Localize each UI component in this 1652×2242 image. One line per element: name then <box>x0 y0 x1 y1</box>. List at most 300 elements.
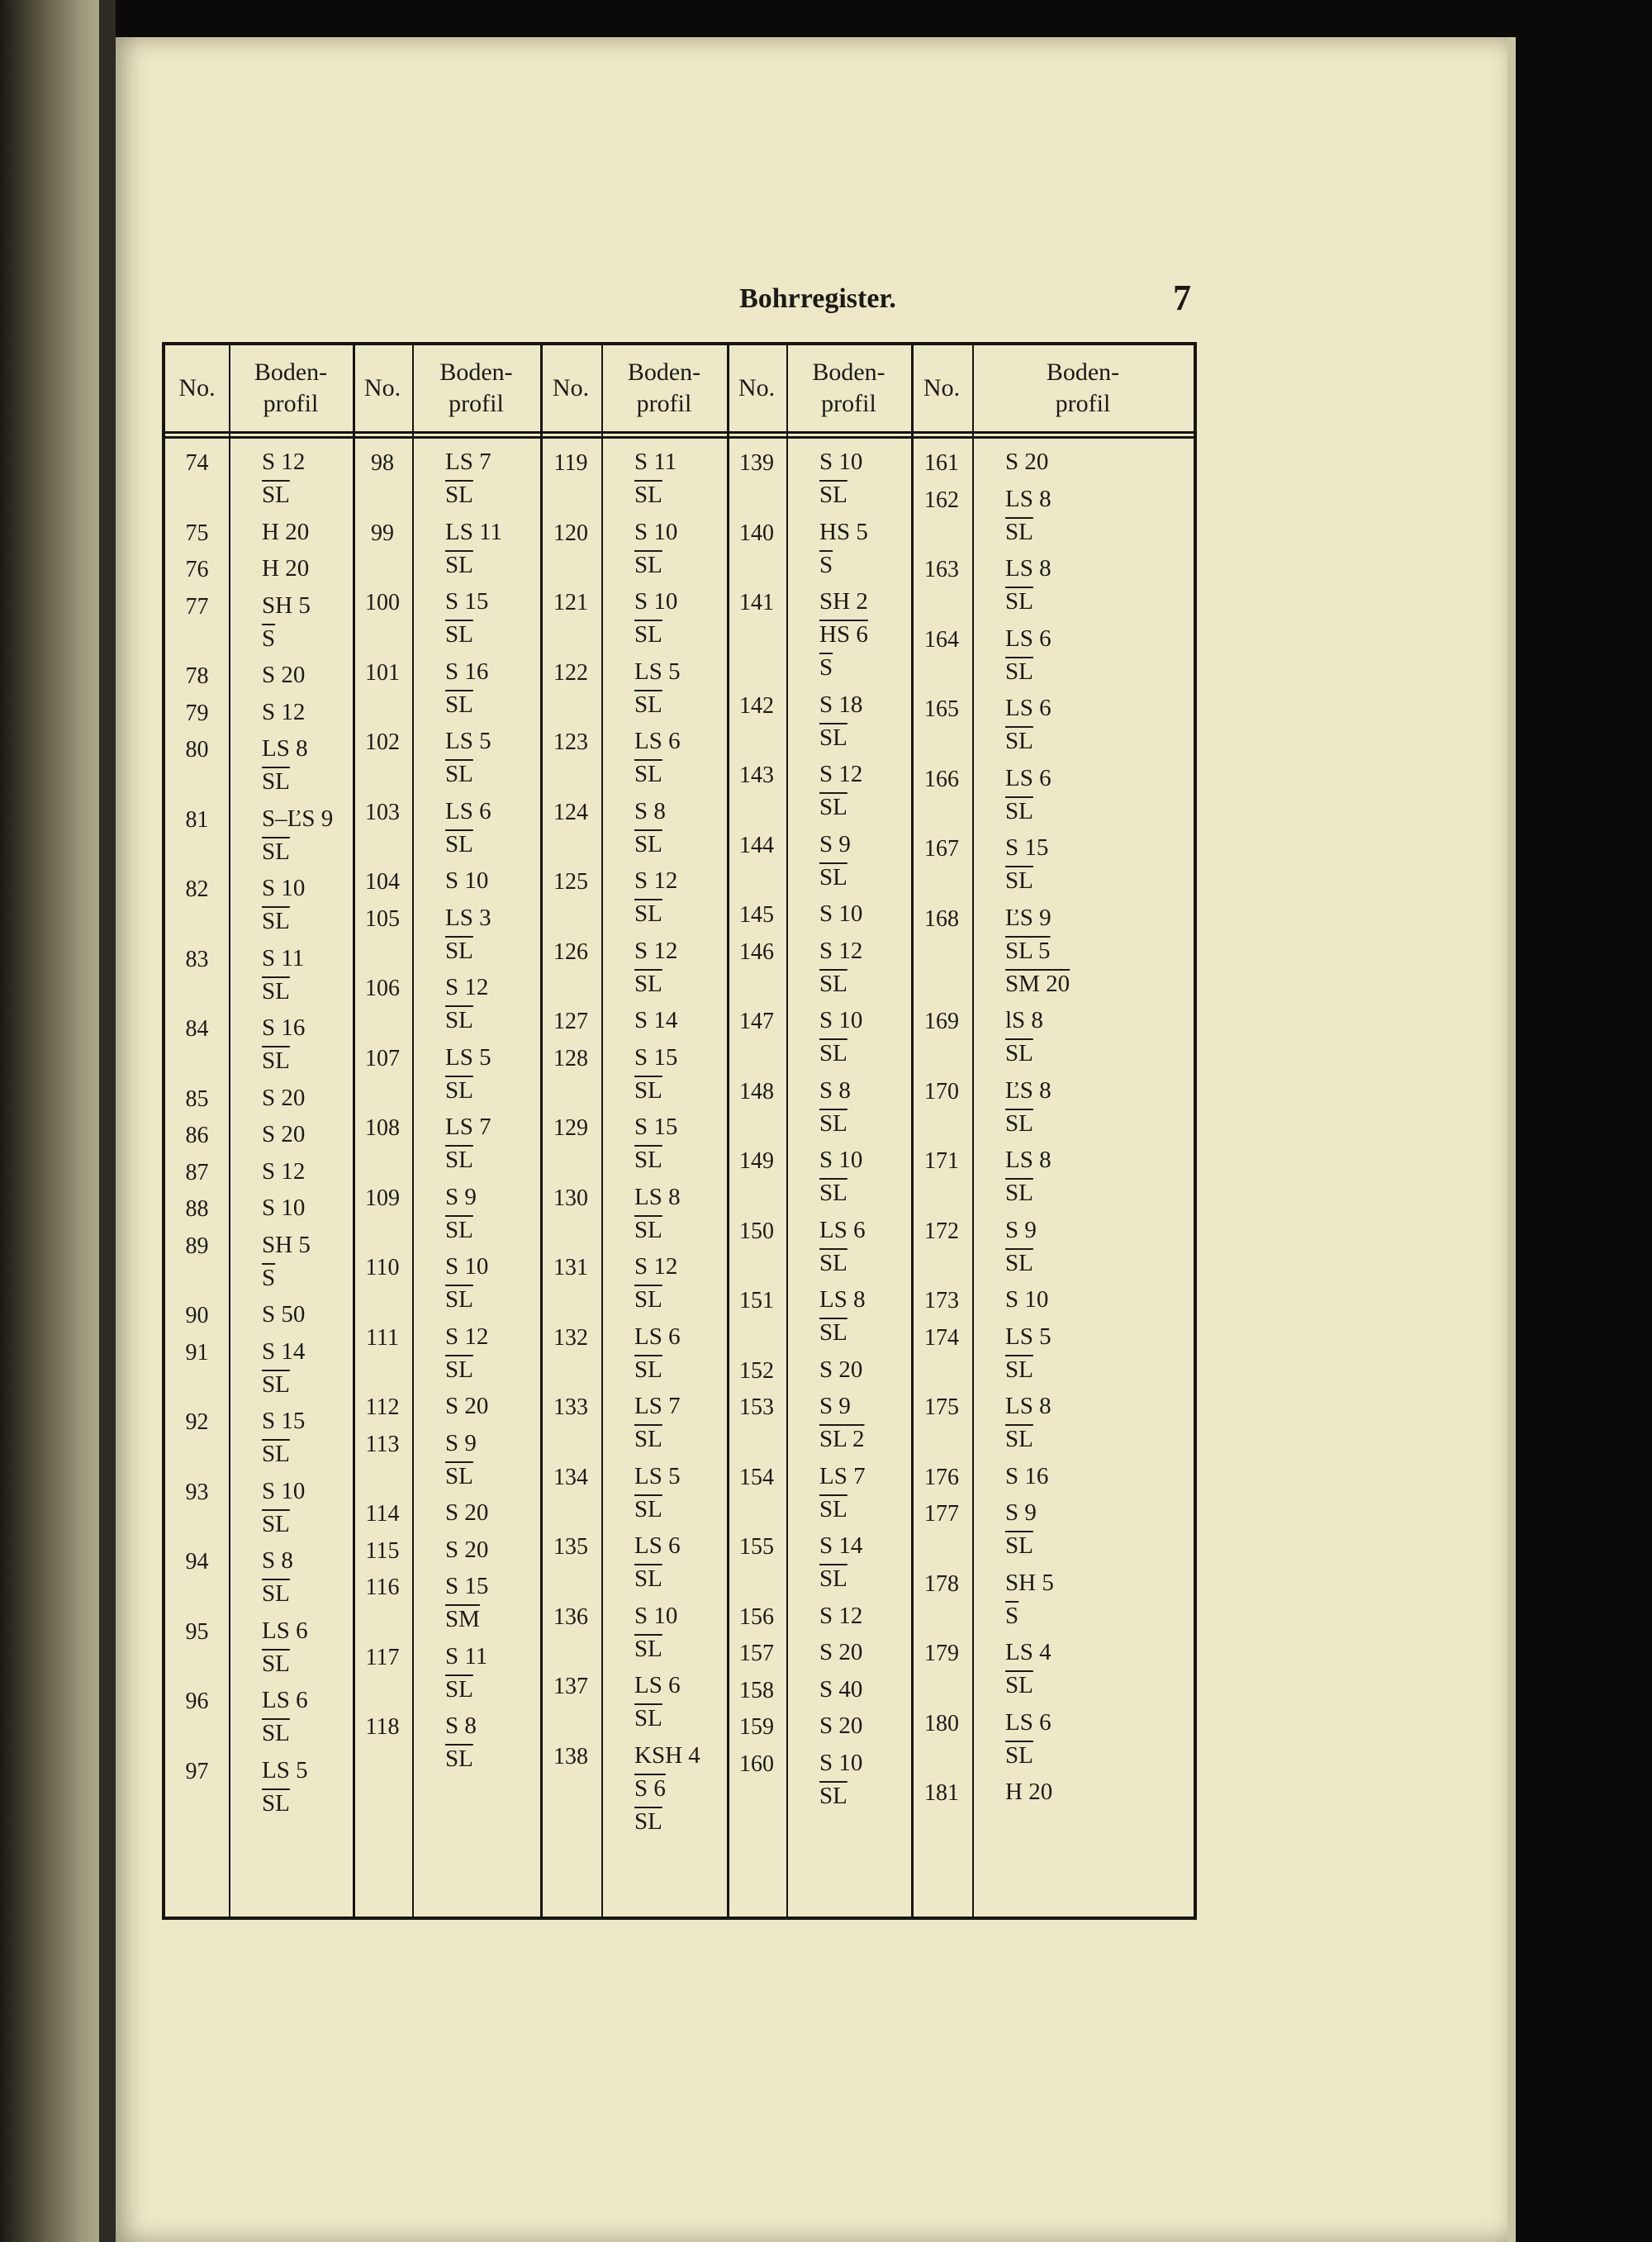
soil-profile-line: $\overline{SL}$ <box>819 1180 847 1206</box>
row-number: 83 <box>185 946 209 972</box>
row-number: 135 <box>553 1534 588 1560</box>
soil-profile-line: $\overline{SL}$ <box>445 1286 473 1313</box>
row-number: 84 <box>185 1016 209 1042</box>
soil-profile-line: $\overline{SL}$ <box>445 1356 473 1383</box>
row-number: 148 <box>739 1078 774 1104</box>
soil-profile-line: S 11 <box>634 449 677 475</box>
soil-profile-line: $\overline{SL}$ <box>262 977 290 1005</box>
soil-profile-line: S 10 <box>262 1195 306 1221</box>
row-number: 74 <box>185 450 209 476</box>
soil-profile-line: S 20 <box>819 1356 863 1383</box>
row-number: 110 <box>365 1255 400 1280</box>
soil-profile-line: $\overline{SL}$ <box>262 838 290 865</box>
soil-profile-line: S 10 <box>819 449 863 475</box>
soil-profile-line: S 20 <box>819 1712 863 1739</box>
soil-profile-line: LS 6 <box>1005 695 1051 721</box>
soil-profile-line: S 10 <box>262 875 306 901</box>
row-number: 101 <box>365 659 400 686</box>
header-bodenprofil: Boden- profil <box>1046 359 1120 417</box>
soil-profile-line: KSH 4 <box>634 1741 700 1769</box>
row-number: 165 <box>924 696 959 722</box>
row-number: 138 <box>553 1743 588 1769</box>
soil-profile-line: $\overline{SL}$ <box>634 1076 662 1104</box>
row-number: 173 <box>924 1288 959 1313</box>
header-no: No. <box>923 374 961 401</box>
row-number: 90 <box>185 1303 209 1328</box>
soil-profile-line: $\overline{SL}$ <box>262 482 290 508</box>
number-divider <box>412 345 414 1917</box>
row-number: 94 <box>185 1549 209 1575</box>
header-no: No. <box>738 374 776 401</box>
soil-profile-line: $\overline{SL}$ <box>1005 1040 1033 1066</box>
soil-profile-line: S 10 <box>445 1253 489 1280</box>
soil-profile-line: ĽS 8 <box>1005 1076 1051 1104</box>
row-number: 176 <box>924 1464 959 1490</box>
row-number: 95 <box>185 1618 209 1645</box>
soil-profile-line: S 10 <box>819 1007 863 1033</box>
soil-profile-line: SH 2 <box>819 588 868 615</box>
soil-profile-line: $\overline{SL}$ <box>1005 867 1033 894</box>
row-number: 139 <box>739 450 774 476</box>
soil-profile-line: $\overline{SL}$ <box>1005 658 1033 685</box>
row-number: 161 <box>924 450 959 476</box>
soil-profile-line: $\overline{SL}$ <box>445 482 473 508</box>
soil-profile-line: ĽS 9 <box>1005 904 1051 931</box>
soil-profile-line: S 10 <box>819 900 863 927</box>
soil-profile-line: $\overline{SL}$ <box>445 830 473 857</box>
row-number: 167 <box>924 836 959 862</box>
header-no: No. <box>363 374 401 401</box>
header-bodenprofil: Boden- profil <box>439 359 513 417</box>
row-number: 153 <box>739 1394 774 1420</box>
soil-profile-line: S 8 <box>819 1076 851 1104</box>
number-divider <box>601 345 603 1917</box>
row-number: 144 <box>739 832 774 858</box>
soil-profile-line: S 10 <box>445 867 489 894</box>
row-number: 123 <box>553 729 588 755</box>
row-number: 136 <box>553 1603 588 1630</box>
soil-profile-line: S 20 <box>445 1499 489 1526</box>
row-number: 149 <box>739 1148 774 1174</box>
soil-profile-line: S 20 <box>262 1084 306 1111</box>
soil-profile-line: S 14 <box>819 1532 863 1559</box>
soil-profile-line: $\overline{S}$ <box>262 1264 276 1291</box>
soil-profile-line: LS 8 <box>1005 1147 1051 1173</box>
soil-profile-line: $\overline{SL}$ <box>634 830 662 857</box>
soil-profile-line: $\overline{SL}$ <box>445 1675 473 1703</box>
soil-profile-line: S 15 <box>445 588 489 615</box>
row-number: 89 <box>185 1233 209 1259</box>
soil-profile-line: LS 6 <box>1005 1708 1051 1736</box>
soil-profile-line: $\overline{SL}$ <box>445 621 473 648</box>
soil-profile-line: LS 5 <box>262 1756 308 1784</box>
row-number: 168 <box>924 905 959 932</box>
soil-profile-line: S–ĽS 9 <box>262 805 334 832</box>
soil-profile-line: $\overline{SL}$ <box>445 691 473 718</box>
soil-profile-line: S 20 <box>1005 449 1049 475</box>
soil-profile-line: $\overline{SL}$ <box>1005 1109 1033 1137</box>
soil-profile-line: $\overline{SL}$ <box>634 1356 662 1383</box>
row-number: 104 <box>365 869 400 895</box>
row-number: 159 <box>739 1714 774 1740</box>
soil-profile-line: S 11 <box>445 1642 488 1670</box>
soil-profile-line: H 20 <box>262 555 310 582</box>
header-no: No. <box>178 374 216 401</box>
soil-profile-line: $\overline{SL}$ <box>445 551 473 578</box>
soil-profile-line: $\overline{SL}$ <box>1005 1249 1033 1276</box>
row-number: 91 <box>185 1339 209 1366</box>
soil-profile-line: $\overline{SL}$ <box>634 1216 662 1243</box>
row-number: 160 <box>739 1750 774 1777</box>
soil-profile-line: S 6 <box>634 1774 666 1802</box>
soil-profile-line: $\overline{SL}$ <box>262 908 290 934</box>
row-number: 127 <box>553 1009 588 1034</box>
soil-profile-line: $\overline{SL}$ <box>634 1807 662 1835</box>
soil-profile-line: $\overline{SL}$ <box>634 1147 662 1173</box>
soil-profile-line: LS 7 <box>634 1393 681 1419</box>
row-number: 78 <box>185 663 209 689</box>
soil-profile-line: LS 7 <box>445 1114 491 1140</box>
soil-profile-line: $\overline{SL}$ <box>1005 1672 1033 1698</box>
row-number: 99 <box>371 520 394 546</box>
soil-profile-line: $\overline{SL}$ <box>1005 728 1033 754</box>
row-number: 152 <box>739 1357 774 1384</box>
soil-profile-line: HS 6 <box>819 621 868 648</box>
page-header <box>116 277 1507 326</box>
soil-profile-line: S 10 <box>819 1147 863 1173</box>
soil-profile-line: $\overline{SL}$ <box>262 1370 290 1398</box>
header-bodenprofil: Boden- profil <box>254 359 328 417</box>
row-number: 77 <box>185 593 209 620</box>
soil-profile-line: $\overline{SL}$ <box>1005 1532 1033 1559</box>
soil-profile-line: $\overline{SL}$ <box>262 1441 290 1467</box>
soil-profile-line: S 12 <box>819 1602 863 1629</box>
number-divider <box>786 345 788 1917</box>
soil-profile-line: $\overline{SL}$ <box>445 1007 473 1033</box>
soil-profile-line: $\overline{SL}$ <box>262 1720 290 1746</box>
soil-profile-line: S 12 <box>262 1157 306 1185</box>
row-number: 156 <box>739 1603 774 1630</box>
soil-profile-line: $\overline{SL}$ <box>819 1782 847 1809</box>
soil-profile-line: LS 11 <box>445 518 503 545</box>
soil-profile-line: lS 8 <box>1005 1007 1043 1033</box>
row-number: 80 <box>185 737 209 762</box>
soil-profile-line: $\overline{SL}$ <box>445 937 473 964</box>
row-number: 126 <box>553 938 588 965</box>
soil-profile-line: $\overline{SL}$ <box>634 551 662 578</box>
soil-profile-line: S 15 <box>445 1573 489 1599</box>
soil-profile-line: $\overline{S}$ <box>262 625 276 652</box>
row-number: 143 <box>739 762 774 788</box>
soil-profile-line: $\overline{SL}$ <box>634 761 662 787</box>
soil-profile-line: S 20 <box>445 1393 489 1419</box>
row-number: 106 <box>365 976 400 1001</box>
soil-profile-line: S 10 <box>262 1477 306 1504</box>
soil-profile-line: $\overline{SL}$ <box>1005 518 1033 545</box>
row-number: 98 <box>371 450 394 476</box>
bohrregister-table <box>162 342 1197 1920</box>
soil-profile-line: $\overline{S}$ <box>819 551 833 578</box>
soil-profile-line: LS 6 <box>634 1532 681 1559</box>
header-h-rule-2 <box>165 436 1194 439</box>
soil-profile-line: LS 8 <box>1005 485 1051 512</box>
soil-profile-line: S 40 <box>819 1675 863 1703</box>
row-number: 96 <box>185 1689 209 1714</box>
soil-profile-line: $\overline{SL}$ <box>445 1216 473 1243</box>
number-divider <box>229 345 230 1917</box>
soil-profile-line: S 14 <box>634 1007 678 1033</box>
row-number: 112 <box>365 1394 400 1420</box>
soil-profile-line: SH 5 <box>262 591 311 619</box>
soil-profile-line: S 15 <box>1005 834 1049 861</box>
soil-profile-line: S 12 <box>819 937 863 964</box>
row-number: 111 <box>366 1324 399 1351</box>
soil-profile-line: LS 6 <box>1005 625 1051 652</box>
soil-profile-line: $\overline{SL}$ <box>819 1565 847 1592</box>
soil-profile-line: S 8 <box>262 1547 293 1574</box>
row-number: 118 <box>365 1714 400 1740</box>
soil-profile-line: S 20 <box>445 1536 489 1563</box>
soil-profile-line: SL 5 <box>1005 937 1051 964</box>
soil-profile-line: H 20 <box>1005 1779 1053 1805</box>
soil-profile-line: $\overline{SL}$ <box>819 794 847 820</box>
soil-profile-line: $\overline{SL}$ <box>819 1319 847 1346</box>
row-number: 132 <box>553 1324 588 1351</box>
soil-profile-line: $\overline{S}$ <box>1005 1602 1019 1629</box>
row-number: 120 <box>553 520 588 546</box>
row-number: 81 <box>185 806 209 833</box>
soil-profile-line: LS 3 <box>445 904 491 931</box>
soil-profile-line: $\overline{SL}$ <box>634 1705 662 1731</box>
soil-profile-line: $\overline{SL}$ <box>262 1650 290 1677</box>
soil-profile-line: $\overline{SL}$ <box>445 761 473 787</box>
soil-profile-line: S 16 <box>1005 1462 1049 1489</box>
soil-profile-line: $\overline{SL}$ <box>262 768 290 795</box>
soil-profile-line: S 15 <box>634 1043 678 1071</box>
soil-profile-line: LS 5 <box>445 728 491 754</box>
row-number: 124 <box>553 799 588 825</box>
row-number: 141 <box>739 590 774 615</box>
row-number: 180 <box>924 1710 959 1736</box>
row-number: 154 <box>739 1464 774 1490</box>
soil-profile-line: $\overline{SL}$ <box>819 1495 847 1522</box>
soil-profile-line: $\overline{SL}$ <box>819 1040 847 1066</box>
soil-profile-line: S 11 <box>262 944 305 971</box>
soil-profile-line: S 9 <box>445 1183 477 1210</box>
soil-profile-line: HS 5 <box>819 518 868 545</box>
row-number: 175 <box>924 1394 959 1420</box>
soil-profile-line: S 18 <box>819 691 863 718</box>
soil-profile-line: $\overline{SL}$ <box>1005 1356 1033 1383</box>
row-number: 85 <box>185 1085 209 1112</box>
soil-profile-line: S 20 <box>262 662 306 688</box>
soil-profile-line: S 9 <box>1005 1216 1037 1243</box>
soil-profile-line: S 10 <box>819 1749 863 1776</box>
soil-profile-line: $\overline{SL}$ <box>445 1746 473 1772</box>
soil-profile-line: LS 7 <box>819 1462 866 1489</box>
soil-profile-line: S 20 <box>819 1639 863 1665</box>
row-number: 147 <box>739 1009 774 1034</box>
soil-profile-line: S 12 <box>262 449 306 475</box>
soil-profile-line: LS 6 <box>262 1617 308 1644</box>
soil-profile-line: $\overline{SL}$ <box>634 482 662 508</box>
row-number: 181 <box>924 1780 959 1806</box>
row-number: 151 <box>739 1288 774 1313</box>
page-edge <box>1507 37 1516 2242</box>
soil-profile-line: $\overline{SL}$ <box>634 1286 662 1313</box>
soil-profile-line: $\overline{SL}$ <box>1005 588 1033 615</box>
soil-profile-line: $\overline{SL}$ <box>445 1076 473 1104</box>
soil-profile-line: $\overline{SL}$ <box>819 1109 847 1137</box>
row-number: 164 <box>924 626 959 653</box>
row-number: 105 <box>365 905 400 932</box>
soil-profile-line: S 15 <box>634 1114 678 1140</box>
soil-profile-line: S 50 <box>262 1301 306 1328</box>
row-number: 92 <box>185 1409 209 1435</box>
row-number: 108 <box>365 1115 400 1141</box>
header-no: No. <box>552 374 590 401</box>
soil-profile-line: S 10 <box>1005 1286 1049 1313</box>
soil-profile-line: LS 4 <box>1005 1639 1051 1665</box>
soil-profile-line: $\overline{SM}$ <box>445 1606 480 1632</box>
soil-profile-line: S 16 <box>262 1014 306 1041</box>
row-number: 121 <box>553 590 588 615</box>
row-number: 171 <box>924 1148 959 1174</box>
row-number: 122 <box>553 659 588 686</box>
row-number: 133 <box>553 1394 588 1420</box>
soil-profile-line: LS 5 <box>1005 1323 1051 1350</box>
row-number: 145 <box>739 902 774 928</box>
row-number: 109 <box>365 1185 400 1211</box>
row-number: 140 <box>739 520 774 546</box>
soil-profile-line: LS 5 <box>634 658 681 685</box>
soil-profile-line: $\overline{SL}$ <box>445 1147 473 1173</box>
row-number: 162 <box>924 487 959 513</box>
soil-profile-line: S 12 <box>445 1323 489 1350</box>
row-number: 146 <box>739 938 774 965</box>
soil-profile-line: LS 8 <box>1005 555 1051 582</box>
soil-profile-line: H 20 <box>262 518 310 545</box>
row-number: 178 <box>924 1570 959 1597</box>
soil-profile-line: S 10 <box>634 588 678 615</box>
soil-profile-line: S 10 <box>634 1602 678 1629</box>
row-number: 131 <box>553 1255 588 1280</box>
soil-profile-line: $\overline{SL}$ <box>262 1580 290 1607</box>
row-number: 158 <box>739 1677 774 1703</box>
soil-profile-line: S 12 <box>634 1253 678 1280</box>
soil-profile-line: LS 8 <box>1005 1393 1051 1419</box>
row-number: 150 <box>739 1218 774 1244</box>
soil-profile-line: S 20 <box>262 1121 306 1147</box>
row-number: 170 <box>924 1078 959 1104</box>
soil-profile-line: S 12 <box>262 698 306 725</box>
row-number: 129 <box>553 1115 588 1141</box>
soil-profile-line: LS 8 <box>819 1286 866 1313</box>
row-number: 76 <box>185 557 209 582</box>
soil-profile-line: S 10 <box>634 518 678 545</box>
soil-profile-line: $\overline{SL}$ <box>1005 1180 1033 1206</box>
row-number: 166 <box>924 766 959 792</box>
row-number: 142 <box>739 692 774 719</box>
row-number: 177 <box>924 1501 959 1527</box>
row-number: 163 <box>924 557 959 582</box>
soil-profile-line: $\overline{SL}$ <box>819 482 847 508</box>
soil-profile-line: $\overline{SL}$ <box>634 970 662 997</box>
soil-profile-line: LS 8 <box>262 735 308 762</box>
soil-profile-line: $\overline{SL}$ <box>262 1510 290 1537</box>
soil-profile-line: $\overline{SL}$ <box>819 970 847 997</box>
soil-profile-line: $\overline{SL}$ <box>634 691 662 718</box>
soil-profile-line: LS 6 <box>445 797 491 824</box>
row-number: 115 <box>365 1537 400 1564</box>
soil-profile-line: $\overline{S}$ <box>819 654 833 681</box>
row-number: 172 <box>924 1218 959 1244</box>
row-number: 87 <box>185 1159 209 1185</box>
soil-profile-line: $\overline{SL}$ <box>262 1789 290 1817</box>
page-title: Bohrregister. <box>739 283 896 314</box>
soil-profile-line: $\overline{SL}$ <box>819 863 847 891</box>
soil-profile-line: SH 5 <box>262 1231 311 1258</box>
row-number: 114 <box>365 1501 400 1527</box>
row-number: 119 <box>553 450 588 476</box>
row-number: 128 <box>553 1045 588 1071</box>
soil-profile-line: LS 5 <box>634 1462 681 1489</box>
soil-profile-line: SM 20 <box>1005 970 1070 997</box>
row-number: 169 <box>924 1009 959 1034</box>
row-number: 93 <box>185 1479 209 1505</box>
soil-profile-line: LS 6 <box>1005 764 1051 791</box>
row-number: 79 <box>185 700 209 726</box>
soil-profile-line: SH 5 <box>1005 1569 1054 1596</box>
row-number: 134 <box>553 1464 588 1490</box>
soil-profile-line: S 12 <box>445 974 489 1000</box>
soil-profile-line: S 15 <box>262 1408 306 1434</box>
row-number: 82 <box>185 876 209 902</box>
page-number: 7 <box>1173 278 1191 318</box>
header-bodenprofil: Boden- profil <box>627 359 701 417</box>
soil-profile-line: LS 6 <box>819 1216 866 1243</box>
soil-profile-line: S 8 <box>445 1712 477 1739</box>
number-divider <box>972 345 974 1917</box>
row-number: 125 <box>553 869 588 895</box>
row-number: 179 <box>924 1641 959 1666</box>
left-page-edge <box>0 0 116 2242</box>
soil-profile-line: $\overline{SL}$ <box>1005 797 1033 824</box>
soil-profile-line: S 12 <box>634 867 678 894</box>
row-number: 97 <box>185 1758 209 1784</box>
soil-profile-line: $\overline{SL}$ <box>819 724 847 751</box>
soil-profile-line: $\overline{SL}$ <box>1005 1741 1033 1769</box>
row-number: 103 <box>365 799 400 825</box>
soil-profile-line: $\overline{SL}$ <box>634 621 662 648</box>
row-number: 157 <box>739 1641 774 1666</box>
row-number: 137 <box>553 1674 588 1699</box>
soil-profile-line: S 9 <box>1005 1499 1037 1526</box>
soil-profile-line: SL 2 <box>819 1426 865 1452</box>
soil-profile-line: $\overline{SL}$ <box>634 1635 662 1662</box>
row-number: 155 <box>739 1534 774 1560</box>
row-number: 86 <box>185 1123 209 1148</box>
soil-profile-line: $\overline{SL}$ <box>1005 1426 1033 1452</box>
row-number: 102 <box>365 729 400 755</box>
row-number: 88 <box>185 1196 209 1222</box>
soil-profile-line: LS 6 <box>634 1323 681 1350</box>
soil-profile-line: S 16 <box>445 658 489 685</box>
row-number: 107 <box>365 1045 400 1071</box>
soil-profile-line: $\overline{SL}$ <box>262 1047 290 1074</box>
soil-profile-line: $\overline{SL}$ <box>634 1565 662 1592</box>
soil-profile-line: LS 6 <box>634 1672 681 1698</box>
